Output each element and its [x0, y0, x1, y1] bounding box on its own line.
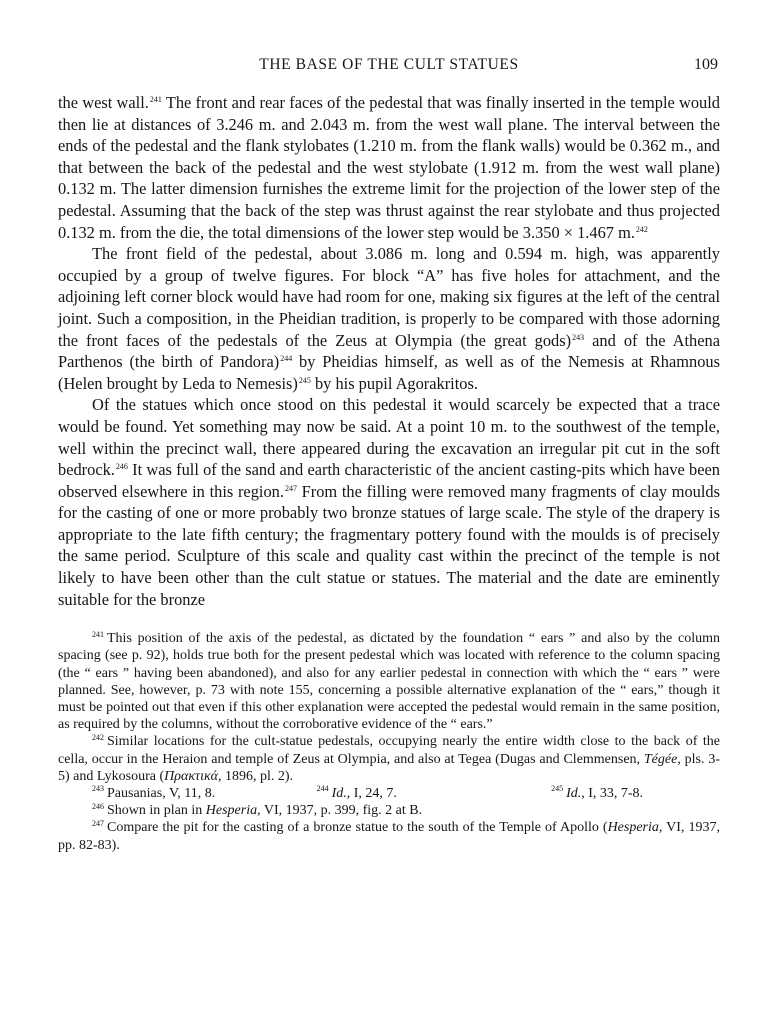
footnote-text: , pls. 3-5) and Lykosoura ( — [58, 751, 720, 784]
footnote-italic: Tégée — [643, 751, 678, 767]
footnote-text: , I, 33, 7-8. — [581, 786, 644, 802]
paragraph-text: the west wall. — [58, 93, 149, 112]
footnote-242 — [58, 733, 720, 785]
footnote-italic: Id. — [566, 786, 582, 802]
footnote-italic: Hesperia — [205, 803, 258, 819]
footnote-ref[interactable]: 242 — [635, 224, 648, 234]
paragraph-text: and of the Athena Parthenos (the birth of Pandora) — [58, 330, 720, 372]
footnote-ref[interactable]: 244 — [280, 354, 293, 364]
footnote-text: This position of the axis of the pedestal, as dictated by the foundation “ ears ” and also by the column spacing (see p. 92), holds true both for the present pedestal which was located with reference to the column spacing (the “ ears ” having been abandoned), and also for any earlier pedestal in connection with which the “ ears ” were planned. See, however, p. 73 with note 155, concerning a possible alternative explanation of the “ ears,” though it must be pointed out that even if this other explanation were accepted the pedestal would remain in the same position, as required by the columns, without the corroborative evidence of the “ ears.” — [58, 631, 720, 733]
body-text — [58, 92, 720, 610]
paragraph-text: The front and rear faces of the pedestal that was finally inserted in the temple would then lie at distances of 3.246 m. and 2.043 m. from the west wall plane. The interval between the ends of the pedestal and the flank stylobates (1.210 m. from the flank walls) would be 0.362 m., and that between the back of the pedestal and the west stylobate (1.912 m. from the west wall plane) 0.132 m. The latter dimension furnishes the extreme limit for the projection of the lower step of the pedestal. Assuming that the back of the step was thrust against the rear stylobate and thus projected 0.132 m. from the die, the total dimensions of the lower step would be 3.350 × 1.467 m. — [58, 93, 720, 242]
paragraph-2 — [58, 243, 720, 394]
paragraph-3 — [58, 394, 720, 610]
footnote-ref[interactable]: 246 — [115, 462, 128, 472]
paragraph-1 — [58, 92, 720, 243]
footnote-number: 242 — [92, 732, 104, 742]
footnote-number: 244 — [316, 784, 329, 794]
paragraph-text: by Pheidias himself, as well as of the Nemesis at Rhamnous (Helen brought by Leda to Nemesis) — [58, 352, 720, 393]
footnote-text: Pausanias, V, 11, 8. — [107, 786, 216, 802]
footnote-number: 243 — [92, 784, 104, 794]
footnote-number: 245 — [551, 784, 564, 794]
running-title: THE BASE OF THE CULT STATUES — [259, 56, 519, 73]
book-page — [58, 56, 720, 854]
footnote-244 — [317, 785, 552, 802]
paragraph-text: by his pupil Agorakritos. — [310, 373, 478, 393]
footnote-241 — [58, 630, 720, 733]
footnote-number: 247 — [92, 818, 104, 828]
footnote-246 — [58, 802, 720, 819]
footnote-ref[interactable]: 243 — [572, 332, 585, 342]
footnote-text: , 1896, pl. 2). — [218, 768, 294, 784]
footnotes — [58, 630, 720, 854]
paragraph-text: Of the statues which once stood on this pedestal it would scarcely be expected that a trace would be found. Yet something may now be said. At a point 10 m. to the southwest of the temple, well within the precinct wall, there appeared during the excavation an irregular pit cut in the soft bedrock. — [58, 395, 720, 480]
page-number: 109 — [694, 56, 718, 73]
footnote-row-243-245 — [58, 785, 720, 802]
paragraph-text: From the filling were removed many fragments of clay moulds for the casting of one or more probably two bronze statues of large scale. The style of the drapery is appropriate to the late fifth century; the fragmentary pottery found with the moulds is of precisely the same period. Sculpture of this scale and quality cast within the precinct of the temple is not likely to have been other than the cult statue or statues. The material and the date are eminently suitable for the bronze — [58, 481, 720, 609]
footnote-text: Compare the pit for the casting of a bronze statue to the south of the Temple of Apollo ( — [107, 820, 608, 836]
running-head — [58, 56, 720, 82]
footnote-247 — [58, 819, 720, 853]
footnote-italic: Πρακτικά — [164, 768, 219, 784]
footnote-ref[interactable]: 247 — [284, 483, 297, 493]
footnote-text: Shown in plan in — [107, 803, 206, 819]
paragraph-text: It was full of the sand and earth characteristic of the ancient casting-pits which have been observed elsewhere in this region. — [58, 460, 720, 501]
footnote-245 — [551, 785, 720, 802]
footnote-text: , VI, 1937, p. 399, fig. 2 at B. — [257, 803, 423, 819]
footnote-number: 241 — [92, 629, 104, 639]
footnote-italic: Hesperia — [607, 820, 659, 836]
footnote-ref[interactable]: 241 — [149, 95, 162, 104]
footnote-text: Similar locations for the cult-statue pedestals, occupying nearly the entire width close to the back of the cella, occur in the Heraion and temple of Zeus at Olympia, and also at Tegea (Dugas and Clemmensen, — [58, 734, 720, 767]
paragraph-text: The front field of the pedestal, about 3.086 m. long and 0.594 m. high, was apparently occupied by a group of twelve figures. For block “A” has five holes for attachment, and the adjoining left corner block would have had room for one, making six figures at the left of the central joint. Such a composition, in the Pheidian tradition, is properly to be compared with those adorning the front faces of the pedestals of the Zeus at Olympia (the great gods) — [58, 244, 720, 350]
footnote-text: , I, 24, 7. — [346, 786, 397, 802]
footnote-ref[interactable]: 245 — [298, 375, 311, 385]
footnote-243 — [92, 785, 317, 802]
footnote-text: , VI, 1937, pp. 82-83). — [58, 820, 720, 853]
footnote-number: 246 — [92, 801, 104, 811]
footnote-italic: Id. — [331, 786, 347, 802]
